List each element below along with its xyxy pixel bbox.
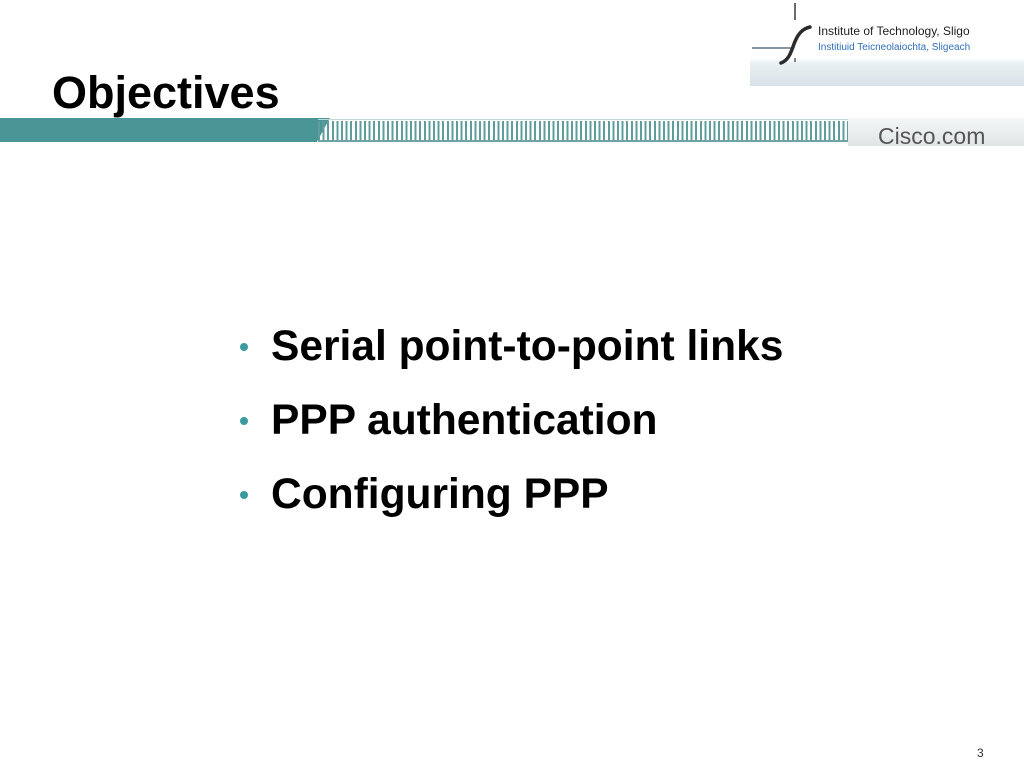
bullet-text: Configuring PPP — [271, 471, 609, 518]
bullet-dot-icon — [240, 491, 248, 499]
bullet-item — [240, 384, 980, 458]
page-number: 3 — [977, 746, 984, 760]
bullet-dot-icon — [240, 417, 248, 425]
header-band-stripes — [318, 121, 848, 141]
institute-name-irish: Institiuid Teicneolaiochta, Sligeach — [818, 42, 971, 53]
brand-label: Cisco.com — [878, 123, 986, 149]
bullet-text: PPP authentication — [271, 397, 658, 444]
logo-swoosh — [781, 27, 810, 63]
slide-title: Objectives — [52, 67, 280, 118]
institute-name: Institute of Technology, Sligo — [818, 24, 970, 38]
header-band-rule — [318, 140, 848, 142]
bullet-item — [240, 310, 980, 384]
bullet-dot-icon — [240, 343, 248, 351]
bullet-item — [240, 458, 980, 532]
header-band-solid — [0, 118, 330, 142]
bullet-list — [240, 310, 980, 532]
bullet-text: Serial point-to-point links — [271, 323, 784, 370]
swoosh-logo-icon — [750, 0, 816, 70]
